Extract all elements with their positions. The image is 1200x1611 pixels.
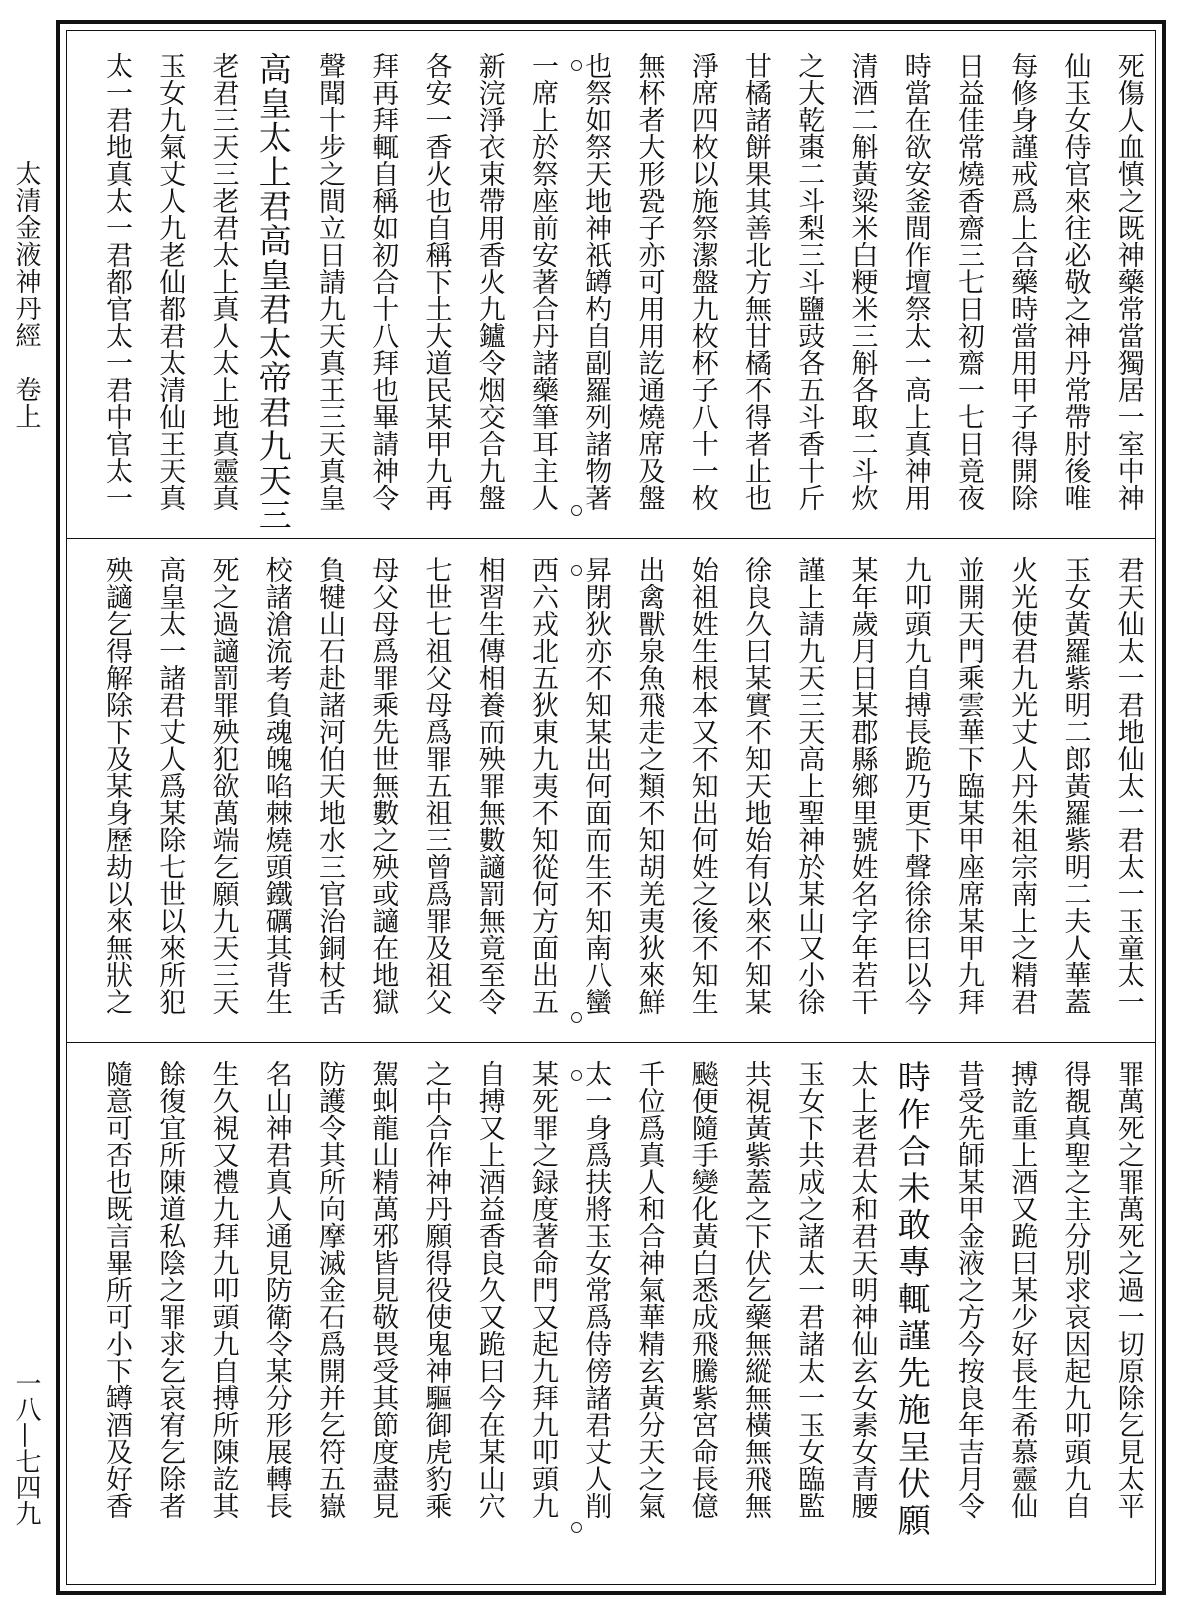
text-column: 罪萬死之罪萬死之過一切原除乞見太平 [1112, 1060, 1144, 1519]
text-column: 老君三天三老君太上真人太上地真靈真 [207, 52, 239, 511]
text-column: 防護令其所向摩滅金石爲開并乞符五嶽 [314, 1060, 345, 1519]
text-panel-top [96, 52, 1142, 532]
text-column: 日益佳常燒香齋三七日初齋一七日竟夜 [953, 52, 984, 511]
text-column: 之大乾棗二斗梨三斗鹽豉各五斗香十斤 [793, 52, 825, 511]
text-column: 淨席四枚以施祭潔盤九枚杯子八十一枚 [686, 52, 718, 511]
text-column: 之中合作神丹願得役使鬼神驅御虎豹乘 [420, 1060, 452, 1519]
text-panel-bottom [96, 1060, 1142, 1540]
text-column: 並開天門乘雲華下臨某甲座席某甲九拜 [953, 556, 984, 1015]
text-column: 太一君地真太一君都官太一君中官太一 [101, 52, 132, 511]
text-column: 死之過讁罰罪殃犯欲萬端乞願九天三天 [207, 556, 239, 1015]
text-column: 飈便隨手變化黃白悉成飛騰紫宮命長億 [686, 1060, 718, 1519]
text-column: 清酒二斛黃粱米白粳米三斛各取二斗炊 [846, 52, 878, 511]
text-column: 玉女黃羅紫明二郎黃羅紫明二夫人華蓋 [1059, 556, 1091, 1015]
paragraph-marker [571, 565, 582, 576]
text-column: 謹上請九天三天高上聖神於某山又小徐 [793, 556, 825, 1015]
text-column: 餘復宜所陳道私陰之罪求乞哀宥乞除者 [154, 1060, 186, 1519]
text-column: 甘橘諸餅果其善北方無甘橘不得者止也 [740, 52, 771, 511]
paragraph-marker [571, 1522, 582, 1533]
text-column: 高皇太上君高皇君太帝君九天三 [253, 52, 293, 532]
text-column: 一席上於祭座前安著合丹諸藥筆耳主人 [527, 52, 558, 511]
text-panel-middle [96, 556, 1142, 1036]
text-column: 玉女下共成之諸太一君諸太一玉女臨監 [793, 1060, 825, 1519]
text-column: 負犍山石赴諸河伯天地水三官治銅杖舌 [314, 556, 345, 1015]
text-column: 太上老君太和君天明神仙玄女素女青腰 [846, 1060, 878, 1519]
text-column: 徐良久曰某實不知天地始有以來不知某 [740, 556, 771, 1015]
text-column: 校諸滄流考負魂魄啗棘燒頭鐵礪其背生 [260, 556, 292, 1015]
text-column: 千位爲真人和合神氣華精玄黃分天之氣 [633, 1060, 665, 1519]
text-column: 每修身謹戒爲上合藥時當用甲子得開除 [1006, 52, 1038, 511]
text-column: 太一身爲扶將玉女常爲侍傍諸君丈人削 [580, 1060, 612, 1519]
text-column: 隨意可否也既言畢所可小下罇酒及好香 [101, 1060, 132, 1519]
text-column: 也祭如祭天地神祇罇杓自副羅列諸物著 [580, 52, 612, 511]
paragraph-marker [571, 60, 582, 71]
text-column: 得覩真聖之主分別求哀因起九叩頭九自 [1059, 1060, 1091, 1519]
text-column: 搏訖重上酒又跪曰某少好長生希慕靈仙 [1006, 1060, 1038, 1519]
text-column: 拜再拜輒自稱如初合十八拜也畢請神令 [367, 52, 399, 511]
text-column: 出禽獸泉魚飛走之類不知胡羌夷狄來鮮 [633, 556, 665, 1015]
paragraph-marker [571, 505, 582, 516]
text-column: 某死罪之録度著命門又起九拜九叩頭九 [527, 1060, 558, 1519]
text-column: 玉女九氣丈人九老仙都君太清仙王天真 [154, 52, 186, 511]
text-column: 駕虯龍山精萬邪皆見敬畏受其節度盡見 [367, 1060, 399, 1519]
text-column: 仙玉女侍官來往必敬之神丹常帶肘後唯 [1059, 52, 1091, 511]
text-column: 昔受先師某甲金液之方今按良年吉月令 [953, 1060, 984, 1519]
page-number: 一八—七四九 [11, 1370, 41, 1526]
text-column: 共視黃紫蓋之下伏乞藥無縱無橫無飛無 [740, 1060, 771, 1519]
text-column: 新浣淨衣束帶用香火九鑪令烟交合九盤 [473, 52, 505, 511]
text-column: 相習生傳相養而殃罪無數讁罰無竟至令 [473, 556, 505, 1015]
text-column: 各安一香火也自稱下土大道民某甲九再 [420, 52, 452, 511]
paragraph-marker [571, 1012, 582, 1023]
panel-divider-2 [66, 1042, 1156, 1043]
text-column: 高皇太一諸君丈人爲某除七世以來所犯 [154, 556, 186, 1015]
text-column: 母父母爲罪乘先世無數之殃或讁在地獄 [367, 556, 399, 1015]
text-column: 西六戎北五狄東九夷不知從何方面出五 [527, 556, 558, 1015]
book-title: 太清金液神丹經 卷上 [11, 160, 41, 430]
text-column: 某年歲月日某郡縣鄉里號姓名字年若干 [846, 556, 878, 1015]
text-column: 生久視又禮九拜九叩頭九自搏所陳訖其 [207, 1060, 239, 1519]
text-column: 無杯者大形㼦子亦可用用訖通燒席及盤 [633, 52, 665, 511]
text-column: 火光使君九光丈人丹朱祖宗南上之精君 [1006, 556, 1038, 1015]
paragraph-marker [571, 1070, 582, 1081]
text-column: 七世七祖父母爲罪五祖三曾爲罪及祖父 [420, 556, 452, 1015]
text-column: 死傷人血慎之既神藥常當獨居一室中神 [1112, 52, 1144, 511]
text-column: 名山神君真人通見防衛令某分形展轉長 [260, 1060, 292, 1519]
text-column: 始祖姓生根本又不知出何姓之後不知生 [686, 556, 718, 1015]
text-column: 聲聞十步之間立日請九天真王三天真皇 [314, 52, 345, 511]
text-column: 九叩頭九自搏長跪乃更下聲徐徐曰以今 [899, 556, 931, 1015]
text-column: 昇閉狄亦不知某出何面而生不知南八蠻 [580, 556, 612, 1015]
text-column: 君天仙太一君地仙太一君太一玉童太一 [1112, 556, 1144, 1015]
text-column: 時當在欲安釜間作壇祭太一高上真神用 [899, 52, 931, 511]
text-column: 自搏又上酒益香良久又跪曰今在某山穴 [473, 1060, 505, 1519]
text-column: 時作合未敢專輒謹先施呈伏願 [892, 1060, 932, 1540]
text-column: 殃讁乞得解除下及某身歷劫以來無狀之 [101, 556, 132, 1015]
panel-divider-1 [66, 538, 1156, 539]
